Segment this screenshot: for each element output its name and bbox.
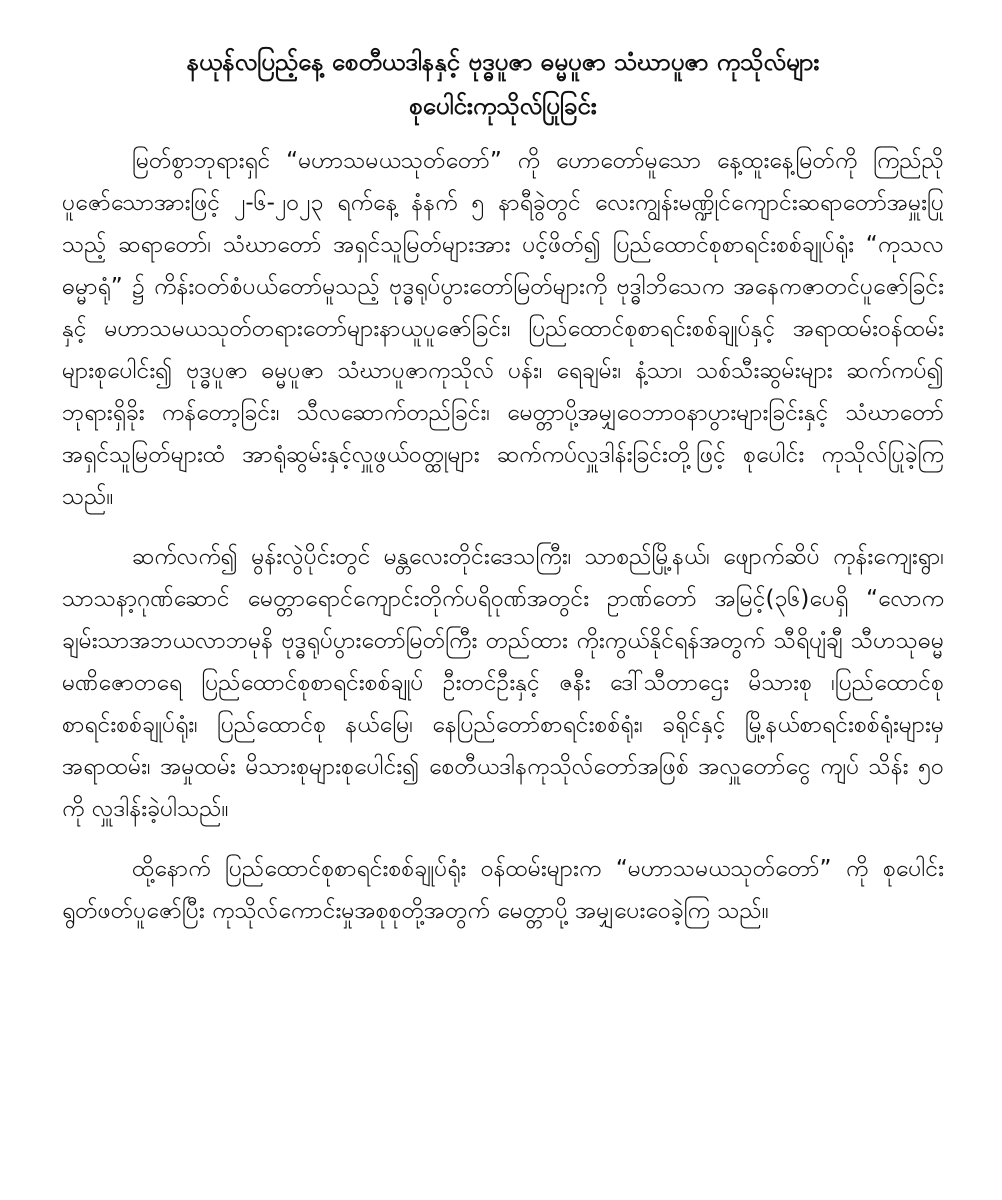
title-line-1: နယုန်လပြည့်နေ့ စေတီယဒါနနှင့် ဗုဒ္ဓပူဇာ ဓမ္မပူဇာ သံဃာပူဇာ ကုသိုလ်များ (186, 48, 820, 76)
title-line-2: စုပေါင်းကုသိုလ်ပြုခြင်း (409, 92, 597, 120)
paragraph-2: ဆက်လက်၍ မွန်းလွဲပိုင်းတွင် မန္တလေးတိုင်းဒေသကြီး၊ သာစည်မြို့နယ်၊ ဖျောက်ဆိပ် ကုန်းကျေးရွာ၊ သာသနာ့ဂုဏ်ဆောင် မေတ္တာရောင်ကျောင်းတိုက်ပရိဝုဏ်အတွင်း ဥာဏ်တော် အမြင့်(၃၆)ပေရှိ “လောကချမ်းသာအဘယလာဘမုနိ ဗုဒ္ဓရုပ်ပွားတော်မြတ်ကြီး တည်ထား ကိုးကွယ်နိုင်ရန်အတွက် သီရိပျံချီ သီဟသုဓမ္မမဏိဇောတရေ ပြည်ထောင်စုစာရင်းစစ်ချုပ် ဦးတင်ဦးနှင့် ဇနီး ဒေါ်သီတာဌေး မိသားစု ၊ပြည်ထောင်စုစာရင်းစစ်ချုပ်ရုံး၊ ပြည်ထောင်စု နယ်မြေ၊ နေပြည်တော်စာရင်းစစ်ရုံး၊ ခရိုင်နှင့် မြို့နယ်စာရင်းစစ်ရုံးများမှ အရာထမ်း၊ အမှုထမ်း မိသားစုများစုပေါင်း၍ စေတီယဒါနကုသိုလ်တော်အဖြစ် အလှူတော်ငွေ ကျပ် သိန်း ၅၀ ကို လှူဒါန်းခဲ့ပါသည်။ (62, 544, 944, 822)
paragraph-3: ထို့နောက် ပြည်ထောင်စုစာရင်းစစ်ချုပ်ရုံး ဝန်ထမ်းများက “မဟာသမယသုတ်တော်” ကို စုပေါင်းရွတ်ဖတ်ပူဇော်ပြီး ကုသိုလ်ကောင်းမှုအစုစုတို့အတွက် မေတ္တာပို့ အမျှပေးဝေခဲ့ကြ သည်။ (62, 856, 944, 924)
document-title (62, 40, 944, 128)
paragraph-1: မြတ်စွာဘုရားရှင် “မဟာသမယသုတ်တော်” ကို ဟောတော်မူသော နေ့ထူးနေ့မြတ်ကို ကြည်ညိုပူဇော်သောအားဖြင့် ၂-၆-၂၀၂၃ ရက်နေ့ နံနက် ၅ နာရီခွဲတွင် လေးကျွန်းမဏ္ဍိုင်ကျောင်းဆရာတော်အမှူးပြုသည့် ဆရာတော်၊ သံဃာတော် အရှင်သူမြတ်များအား ပင့်ဖိတ်၍ ပြည်ထောင်စုစာရင်းစစ်ချုပ်ရုံး “ကုသလဓမ္မာရုံ” ၌ ကိန်းဝတ်စံပယ်တော်မူသည့် ဗုဒ္ဓရုပ်ပွားတော်မြတ်များကို ဗုဒ္ဓါဘိသေက အနေကဇာတင်ပူဇော်ခြင်းနှင့် မဟာသမယသုတ်တရားတော်များနာယူပူဇော်ခြင်း၊ ပြည်ထောင်စုစာရင်းစစ်ချုပ်နှင့် အရာထမ်းဝန်ထမ်းများစုပေါင်း၍ ဗုဒ္ဓပူဇာ ဓမ္မပူဇာ သံဃာပူဇာကုသိုလ် ပန်း၊ ရေချမ်း၊ နံ့သာ၊ သစ်သီးဆွမ်းများ ဆက်ကပ်၍ ဘုရားရှိခိုး ကန်တော့ခြင်း၊ သီလဆောက်တည်ခြင်း၊ မေတ္တာပို့အမျှဝေဘာဝနာပွားများခြင်းနှင့် သံဃာတော် အရှင်သူမြတ်များထံ အာရုံဆွမ်းနှင့်လှူဖွယ်ဝတ္ထုများ ဆက်ကပ်လှူဒါန်းခြင်းတို့ဖြင့် စုပေါင်း ကုသိုလ်ပြုခဲ့ကြသည်။ (62, 148, 944, 510)
document-page (62, 40, 944, 950)
